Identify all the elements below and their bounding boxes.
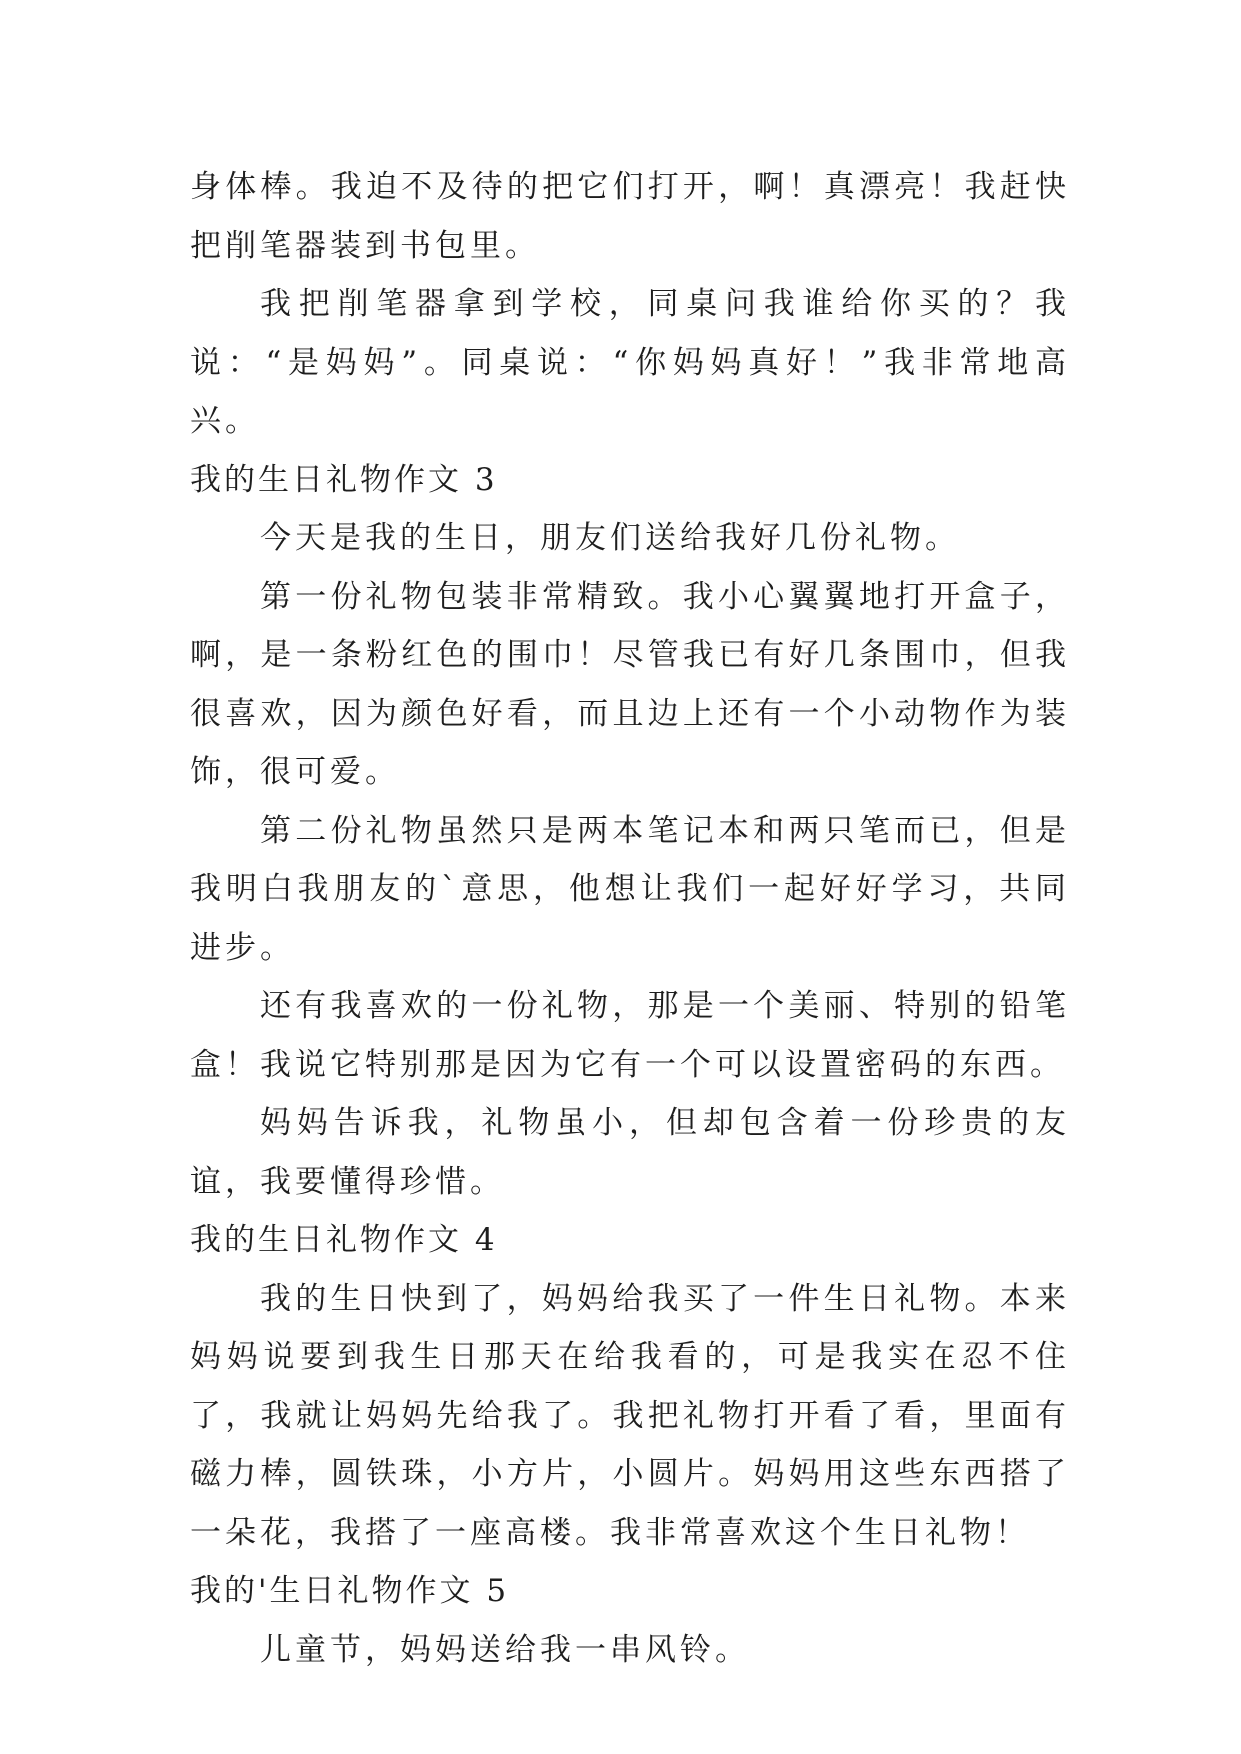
paragraph: 第二份礼物虽然只是两本笔记本和两只笔而已，但是我明白我朋友的`意思，他想让我们一起好好学习，共同进步。: [190, 812, 1070, 966]
paragraph: 儿童节，妈妈送给我一串风铃。: [260, 1631, 750, 1668]
paragraph: 我把削笔器拿到学校，同桌问我谁给你买的？我说：“是妈妈”。同桌说：“你妈妈真好！”我非常地高兴。: [190, 286, 1070, 439]
section-heading: 我的'生日礼物作文 5: [190, 1573, 510, 1609]
section-heading: 我的生日礼物作文 3: [190, 461, 498, 498]
document-body: [190, 158, 1070, 1679]
paragraph: 妈妈告诉我，礼物虽小，但却包含着一份珍贵的友谊，我要懂得珍惜。: [190, 1105, 1070, 1200]
paragraph: 身体棒。我迫不及待的把它们打开，啊！真漂亮！我赶快把削笔器装到书包里。: [190, 169, 1070, 264]
paragraph: 今天是我的生日，朋友们送给我好几份礼物。: [260, 520, 960, 556]
paragraph: 还有我喜欢的一份礼物，那是一个美丽、特别的铅笔盒！我说它特别那是因为它有一个可以设置密码的东西。: [190, 988, 1070, 1083]
section-heading: 我的生日礼物作文 4: [190, 1222, 498, 1258]
paragraph: 我的生日快到了，妈妈给我买了一件生日礼物。本来妈妈说要到我生日那天在给我看的，可是我实在忍不住了，我就让妈妈先给我了。我把礼物打开看了看，里面有磁力棒，圆铁珠，小方片，小圆片。妈妈用这些东西搭了一朵花，我搭了一座高楼。我非常喜欢这个生日礼物！: [190, 1280, 1070, 1551]
paragraph: 第一份礼物包装非常精致。我小心翼翼地打开盒子，啊，是一条粉红色的围巾！尽管我已有好几条围巾，但我很喜欢，因为颜色好看，而且边上还有一个小动物作为装饰，很可爱。: [190, 578, 1070, 790]
